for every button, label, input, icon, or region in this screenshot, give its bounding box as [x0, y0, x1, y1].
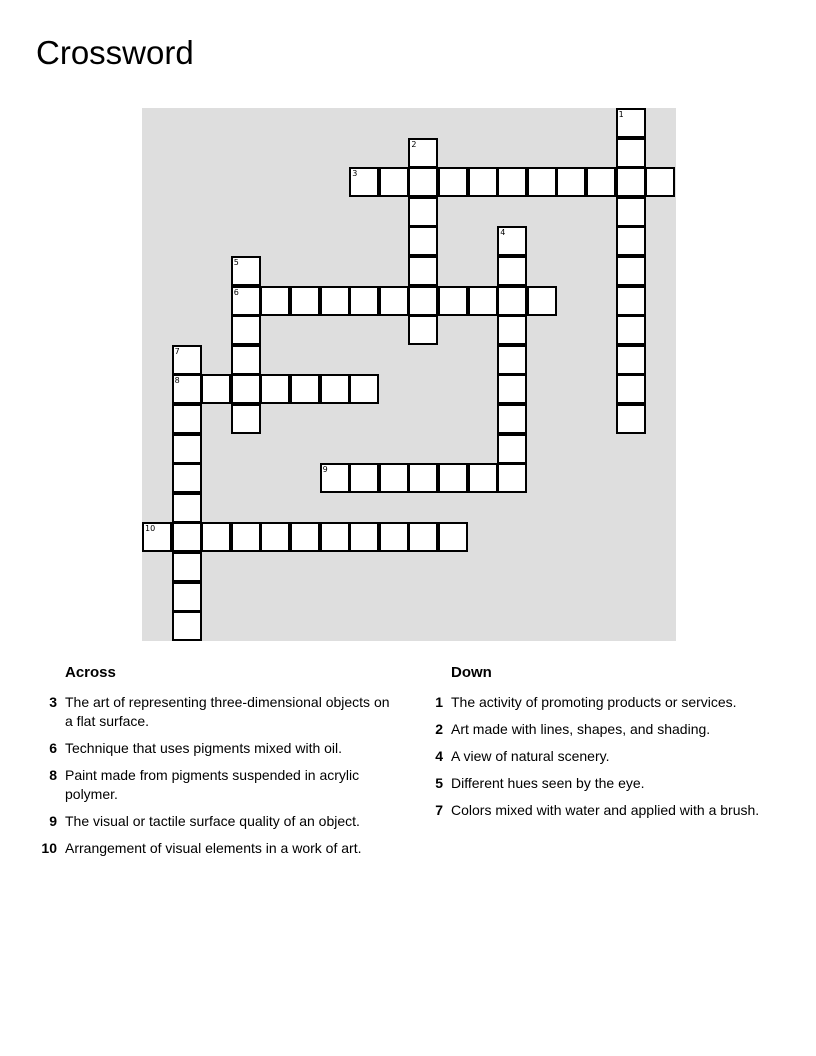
- clue-text: Different hues seen by the eye.: [451, 775, 645, 791]
- grid-cell[interactable]: [468, 167, 498, 197]
- grid-cell[interactable]: [438, 463, 468, 493]
- grid-cell[interactable]: [408, 167, 438, 197]
- grid-cell[interactable]: [527, 167, 557, 197]
- clue-number: 7: [435, 802, 443, 818]
- clue-text: Technique that uses pigments mixed with oil.: [65, 740, 343, 756]
- clue-text: Paint made from pigments suspended in acrylic polymer.: [65, 767, 360, 802]
- grid-cell[interactable]: [616, 226, 646, 256]
- clue-down-2: [422, 720, 792, 739]
- grid-cell[interactable]: [260, 286, 290, 316]
- grid-cell[interactable]: [349, 374, 379, 404]
- grid-cell[interactable]: [408, 138, 438, 168]
- page-title: Crossword: [36, 34, 194, 71]
- clue-number: 9: [49, 813, 57, 829]
- clue-down-5: [422, 774, 792, 793]
- grid-cell[interactable]: [616, 404, 646, 434]
- grid-cell[interactable]: [497, 345, 527, 375]
- grid-cell[interactable]: [172, 374, 202, 404]
- clue-number: 6: [49, 740, 57, 756]
- clue-number: 3: [49, 694, 57, 710]
- cell-number: 7: [174, 346, 180, 356]
- cell-number: 5: [233, 258, 239, 267]
- grid-cell[interactable]: [231, 404, 261, 434]
- down-heading: Down: [451, 664, 492, 681]
- grid-cell[interactable]: [201, 374, 231, 404]
- grid-cell[interactable]: [290, 522, 320, 552]
- grid-cell[interactable]: [172, 493, 202, 523]
- grid-cell[interactable]: [320, 286, 350, 316]
- cell-number: 6: [233, 287, 239, 297]
- grid-cell[interactable]: [616, 138, 646, 168]
- cell-number: 2: [411, 139, 417, 149]
- clue-across-9: [36, 812, 396, 831]
- clue-across-8: [36, 766, 396, 804]
- grid-cell[interactable]: [379, 167, 409, 197]
- clue-text: The art of representing three-dimensional objects on a flat surface.: [65, 694, 390, 729]
- grid-cell[interactable]: [408, 286, 438, 316]
- grid-cell[interactable]: [349, 463, 379, 493]
- clue-text: A view of natural scenery.: [451, 748, 610, 764]
- grid-cell[interactable]: [349, 167, 379, 197]
- grid-cell[interactable]: [172, 463, 202, 493]
- grid-cell[interactable]: [497, 463, 527, 493]
- grid-cell[interactable]: [320, 463, 350, 493]
- cell-number: 10: [145, 524, 156, 534]
- grid-cell[interactable]: [172, 582, 202, 612]
- clue-across-3: [36, 693, 396, 731]
- grid-cell[interactable]: [438, 167, 468, 197]
- grid-cell[interactable]: [616, 345, 646, 375]
- grid-cell[interactable]: [260, 522, 290, 552]
- grid-cell[interactable]: [616, 167, 646, 197]
- grid-cell[interactable]: [497, 256, 527, 286]
- grid-cell[interactable]: [497, 404, 527, 434]
- grid-cell[interactable]: [438, 522, 468, 552]
- cell-number: 9: [322, 465, 328, 475]
- grid-cell[interactable]: [408, 315, 438, 345]
- grid-cell[interactable]: [408, 463, 438, 493]
- clue-down-1: [422, 693, 792, 712]
- grid-cell[interactable]: [231, 256, 261, 286]
- grid-cell[interactable]: [379, 463, 409, 493]
- grid-cell[interactable]: [468, 463, 498, 493]
- grid-cell[interactable]: [290, 374, 320, 404]
- cell-number: 1: [618, 110, 624, 119]
- grid-cell[interactable]: [645, 167, 675, 197]
- grid-cell[interactable]: [172, 522, 202, 552]
- clue-text: The activity of promoting products or services.: [451, 694, 737, 710]
- clue-number: 10: [41, 840, 57, 856]
- clue-number: 5: [435, 775, 443, 791]
- clue-across-10: [36, 839, 396, 858]
- grid-cell[interactable]: [616, 286, 646, 316]
- grid-cell[interactable]: [586, 167, 616, 197]
- grid-cell[interactable]: [172, 552, 202, 582]
- grid-cell[interactable]: [172, 434, 202, 464]
- grid-cell[interactable]: [201, 522, 231, 552]
- grid-cell[interactable]: [527, 286, 557, 316]
- grid-cell[interactable]: [260, 374, 290, 404]
- grid-cell[interactable]: [497, 226, 527, 256]
- grid-cell[interactable]: [320, 374, 350, 404]
- grid-cell[interactable]: [616, 374, 646, 404]
- grid-cell[interactable]: [349, 286, 379, 316]
- grid-cell[interactable]: [616, 256, 646, 286]
- grid-cell[interactable]: [438, 286, 468, 316]
- grid-cell[interactable]: [231, 345, 261, 375]
- clue-down-4: [422, 747, 792, 766]
- clue-across-6: [36, 739, 396, 758]
- grid-cell[interactable]: [172, 345, 202, 375]
- clue-number: 2: [435, 721, 443, 737]
- clue-text: Colors mixed with water and applied with a brush.: [451, 802, 760, 818]
- clue-text: Arrangement of visual elements in a work of art.: [65, 840, 362, 856]
- grid-cell[interactable]: [468, 286, 498, 316]
- grid-cell[interactable]: [379, 286, 409, 316]
- across-clues: [36, 664, 396, 866]
- grid-cell[interactable]: [408, 256, 438, 286]
- grid-cell[interactable]: [320, 522, 350, 552]
- crossword-grid: [142, 108, 676, 641]
- grid-cell[interactable]: [142, 522, 172, 552]
- cell-number: 4: [500, 228, 506, 238]
- grid-cell[interactable]: [497, 434, 527, 464]
- grid-cell[interactable]: [616, 108, 646, 138]
- cell-number: 8: [174, 376, 180, 386]
- grid-cell[interactable]: [408, 197, 438, 227]
- grid-cell[interactable]: [616, 315, 646, 345]
- clue-number: 8: [49, 767, 57, 783]
- cell-number: 3: [352, 169, 358, 179]
- grid-cell[interactable]: [497, 315, 527, 345]
- grid-cell[interactable]: [408, 226, 438, 256]
- clue-down-7: [422, 801, 792, 820]
- grid-cell[interactable]: [349, 522, 379, 552]
- clue-text: The visual or tactile surface quality of an object.: [65, 813, 360, 829]
- grid-cell[interactable]: [379, 522, 409, 552]
- grid-cell[interactable]: [231, 374, 261, 404]
- grid-cell[interactable]: [231, 286, 261, 316]
- grid-cell[interactable]: [497, 286, 527, 316]
- grid-cell[interactable]: [556, 167, 586, 197]
- clue-number: 1: [435, 694, 443, 710]
- grid-cell[interactable]: [290, 286, 320, 316]
- grid-cell[interactable]: [231, 522, 261, 552]
- grid-cell[interactable]: [616, 197, 646, 227]
- grid-cell[interactable]: [497, 167, 527, 197]
- grid-cell[interactable]: [408, 522, 438, 552]
- grid-cell[interactable]: [172, 404, 202, 434]
- clue-text: Art made with lines, shapes, and shading.: [451, 721, 711, 737]
- down-clues: [422, 664, 792, 828]
- across-heading: Across: [65, 664, 116, 681]
- grid-cell[interactable]: [172, 611, 202, 641]
- clue-number: 4: [435, 748, 443, 764]
- grid-cell[interactable]: [497, 374, 527, 404]
- grid-cell[interactable]: [231, 315, 261, 345]
